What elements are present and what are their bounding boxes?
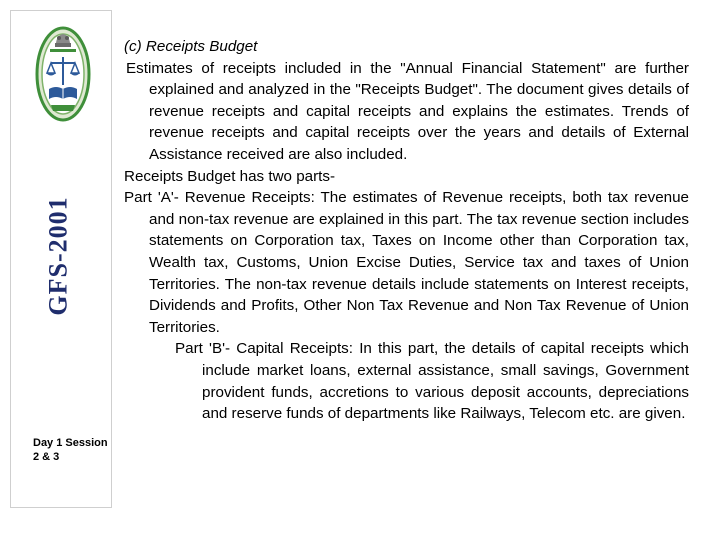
intro-paragraph: Estimates of receipts included in the "Annual Financial Statement" are further explained and analyzed in the "Receipts Budget". The document gives details of revenue receipts and capital receipts and explains the estimates. Trends of revenue receipts and capital receipts over the years and details of External Assistance received are also included. [126,59,689,163]
part-b-paragraph: Part 'B'- Capital Receipts: In this part, the details of capital receipts which include market loans, external assistance, small savings, Government provident funds, accretions to various deposit accounts, depreciations and reserve funds of departments like Railways, Telecom etc. are given. [175,340,689,423]
section-heading: (c) Receipts Budget [124,38,258,55]
main-content [124,36,689,425]
parts-heading: Receipts Budget has two parts- [124,167,336,185]
gfs-title: GFS-2001 [44,196,74,316]
session-label: Day 1 Session 2 & 3 [33,437,108,463]
cag-emblem-icon [35,25,91,123]
sidebar-panel [10,10,112,508]
vertical-title [25,156,93,356]
part-a-paragraph: Part 'A'- Revenue Receipts: The estimates of Revenue receipts, both tax revenue and non-tax revenue are explained in this part. The tax revenue section includes statements on Corporation tax, Taxes on Income other than Corporation tax, Wealth tax, Customs, Union Excise Duties, Service tax and taxes of Union Territories. The non-tax revenue details include statements on Interest receipts, Dividends and Profits, Other Non Tax Revenue and Non Tax Revenue of Union Territories. [124,189,689,336]
